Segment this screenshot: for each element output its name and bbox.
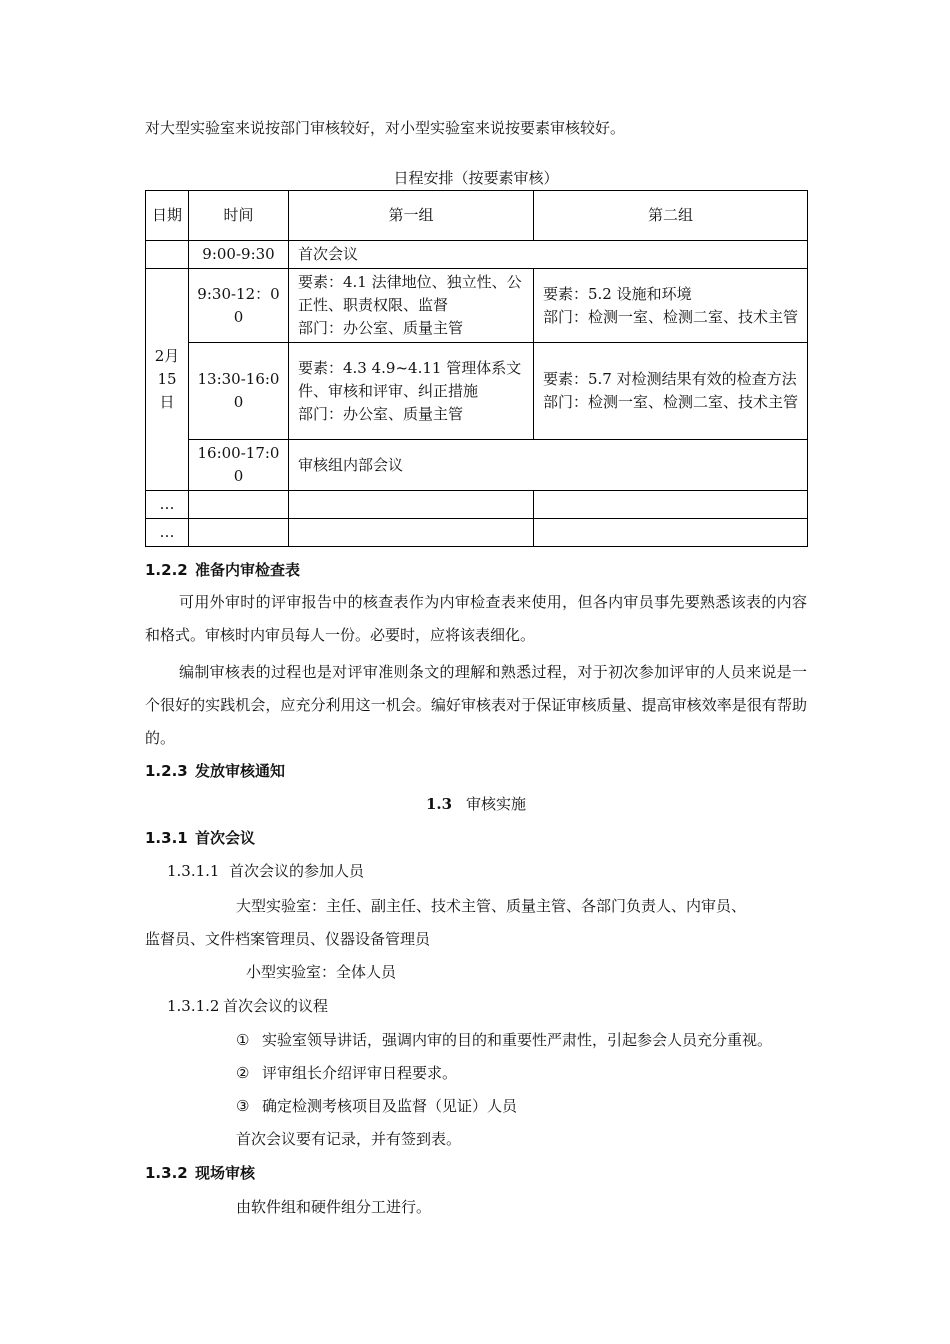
header-group1: 第一组: [289, 191, 534, 241]
department-line: 部门：办公室、质量主管: [298, 404, 464, 423]
merged-cell: 首次会议: [289, 241, 808, 269]
group1-cell: [289, 343, 534, 440]
table-row: [146, 241, 808, 269]
section-title-1-3: 1.3 审核实施: [425, 795, 527, 813]
schedule-table: [145, 190, 808, 547]
table-row: [146, 491, 808, 519]
table-caption: 日程安排（按要素审核）: [393, 169, 559, 187]
heading-1-3-2: 1.3.2 现场审核: [145, 1164, 256, 1182]
ellipsis-cell: …: [146, 491, 189, 519]
time-cell: 16:00-17:00: [189, 440, 289, 491]
heading-1-2-3: 1.2.3 发放审核通知: [145, 762, 286, 780]
ellipsis-cell: …: [146, 519, 189, 547]
group1-cell: [289, 269, 534, 343]
group2-cell: [534, 269, 808, 343]
header-group2: 第二组: [534, 191, 808, 241]
merged-cell: 审核组内部会议: [289, 440, 808, 491]
element-line: 要素：4.3 4.9~4.11 管理体系文件、审核和评审、纠正措施: [298, 358, 522, 400]
intro-text: 对大型实验室来说按部门审核较好，对小型实验室来说按要素审核较好。: [145, 119, 626, 137]
department-line: 部门：办公室、质量主管: [298, 319, 464, 337]
table-row: [146, 440, 808, 491]
table-row: [146, 269, 808, 343]
element-line: 要素：5.7 对检测结果有效的检查方法: [543, 370, 797, 388]
record-note: 首次会议要有记录，并有签到表。: [236, 1130, 462, 1148]
time-cell: 9:30-12：00: [189, 269, 289, 343]
header-date: 日期: [146, 191, 189, 241]
heading-1-3-1: 1.3.1 首次会议: [145, 829, 256, 847]
department-line: 部门：检测一室、检测二室、技术主管: [543, 393, 799, 411]
subheading-1-3-1-1: 1.3.1.1 首次会议的参加人员: [167, 862, 365, 880]
empty-cell: [146, 241, 189, 269]
paragraph-1: 可用外审时的评审报告中的核查表作为内审检查表来使用，但各内审员事先要熟悉该表的内容和格式。审核时内审员每人一份。必要时，应将该表细化。: [145, 593, 807, 644]
agenda-item: ③ 确定检测考核项目及监督（见证）人员: [236, 1097, 518, 1115]
department-line: 部门：检测一室、检测二室、技术主管: [543, 307, 799, 326]
table-header-row: [146, 191, 808, 241]
header-time: 时间: [189, 191, 289, 241]
large-lab-line-1: 大型实验室：主任、副主任、技术主管、质量主管、各部门负责人、内审员、: [236, 897, 747, 915]
agenda-item: ① 实验室领导讲话，强调内审的目的和重要性严肃性，引起参会人员充分重视。: [236, 1031, 773, 1049]
element-line: 要素：4.1 法律地位、独立性、公正性、职责权限、监督: [298, 273, 522, 314]
heading-1-2-2: 1.2.2 准备内审检查表: [145, 561, 301, 579]
time-cell: 13:30-16:00: [189, 343, 289, 440]
large-lab-line-2: 监督员、文件档案管理员、仪器设备管理员: [145, 930, 431, 948]
date-cell: 2月15日: [146, 269, 189, 491]
element-line: 要素：5.2 设施和环境: [543, 284, 692, 303]
table-row: [146, 519, 808, 547]
group2-cell: [534, 343, 808, 440]
paragraph-2: 编制审核表的过程也是对评审准则条文的理解和熟悉过程，对于初次参加评审的人员来说是一个很好的实践机会，应充分利用这一机会。编好审核表对于保证审核质量、提高审核效率是很有帮助的。: [145, 663, 807, 747]
table-row: [146, 343, 808, 440]
onsite-text: 由软件组和硬件组分工进行。: [236, 1198, 432, 1216]
subheading-1-3-1-2: 1.3.1.2 首次会议的议程: [167, 997, 329, 1015]
time-cell: 9:00-9:30: [189, 241, 289, 269]
agenda-item: ② 评审组长介绍评审日程要求。: [236, 1064, 458, 1082]
small-lab-line: 小型实验室：全体人员: [246, 963, 397, 981]
